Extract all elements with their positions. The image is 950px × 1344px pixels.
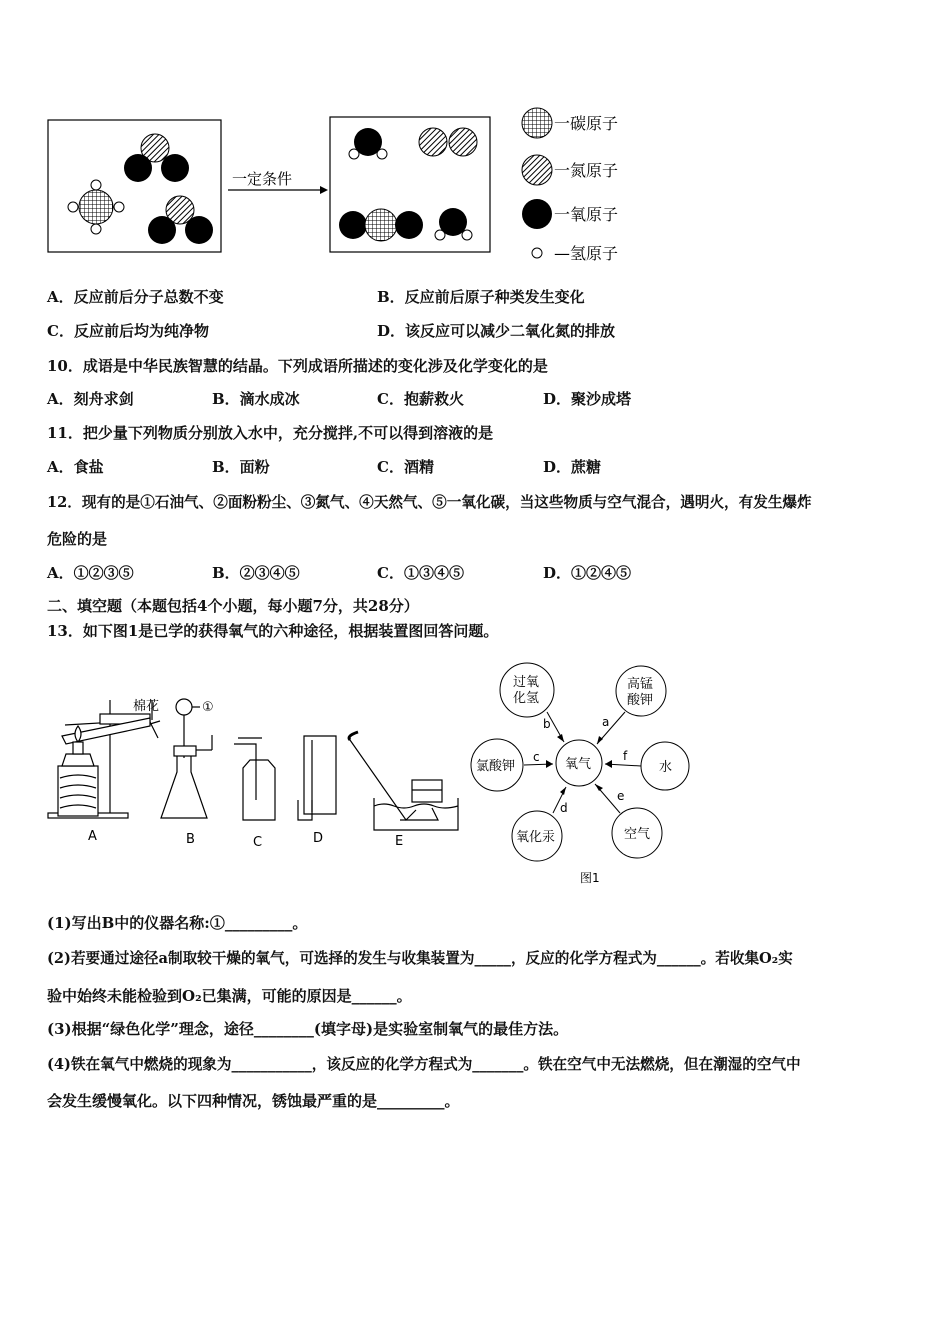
apparatus-letter-d: D [313, 831, 324, 846]
q9-option-d: D．该反应可以减少二氧化氮的排放 [377, 322, 616, 340]
cotton-label: 棉花 [133, 699, 160, 714]
no2-molecule [124, 134, 189, 182]
apparatus-d [298, 736, 336, 820]
q10-stem: 10．成语是中华民族智慧的结晶。下列成语所描述的变化涉及化学变化的是 [47, 357, 548, 375]
nitrogen-molecule [419, 128, 477, 156]
water-label: 水 [659, 760, 673, 775]
q10-option-c: C．抱薪救火 [377, 390, 464, 408]
water-molecule [435, 208, 472, 240]
edge-f: f [623, 749, 628, 763]
co2-molecule [339, 209, 423, 241]
legend-carbon [522, 108, 618, 138]
figure-caption: 图1 [580, 871, 600, 885]
legend-carbon-label: 一碳原子 [554, 114, 619, 133]
q12-option-d: D．①②④⑤ [543, 564, 632, 582]
oxygen-label: 氧气 [565, 757, 592, 772]
q10-option-b: B．滴水成冰 [212, 390, 300, 408]
legend-nitrogen-label: 一氮原子 [554, 161, 619, 180]
hgo-label: 氧化汞 [516, 830, 556, 845]
q9-option-a: A．反应前后分子总数不变 [47, 288, 224, 306]
legend-nitrogen [522, 155, 618, 185]
apparatus-e [349, 732, 458, 830]
edge-e: e [617, 789, 625, 803]
kmno4-label-1: 高锰 [627, 677, 654, 692]
q11-option-a: A．食盐 [47, 458, 104, 476]
q11-option-b: B．面粉 [212, 458, 270, 476]
apparatus-letter-b: B [186, 832, 195, 847]
q13-part2-line1: (2)若要通过途径a制取较干燥的氧气，可选择的发生与收集装置为_____，反应的化学方程式为______。若收集O₂实 [47, 950, 793, 967]
q13-part3: (3)根据“绿色化学”理念，途径________(填字母)是实验室制氧气的最佳方法。 [47, 1020, 569, 1038]
edge-d: d [560, 801, 568, 815]
q13-stem: 13．如下图1是已学的获得氧气的六种途径，根据装置图回答问题。 [47, 622, 499, 640]
legend-hydrogen-label: —氢原子 [554, 244, 619, 263]
q12-option-a: A．①②③⑤ [47, 564, 134, 582]
q11-option-c: C．酒精 [377, 458, 434, 476]
h2o2-label-2: 化氢 [513, 691, 540, 706]
h2o2-node [500, 663, 554, 717]
apparatus-letter-c: C [253, 835, 263, 850]
q13-part2-line2: 验中始终未能检验到O₂已集满，可能的原因是______。 [47, 987, 412, 1005]
no2-molecule [148, 196, 213, 244]
kmno4-label-2: 酸钾 [627, 693, 654, 708]
apparatus-letter-a: A [88, 829, 97, 844]
apparatus-letter-e: E [395, 834, 404, 849]
q12-option-b: B．②③④⑤ [212, 564, 300, 582]
q9-option-c: C．反应前后均为纯净物 [47, 322, 209, 340]
q12-stem-line2: 危险的是 [47, 530, 108, 548]
apparatus-c [234, 738, 275, 820]
arrow-label: 一定条件 [232, 170, 293, 188]
q11-option-d: D．蔗糖 [543, 458, 602, 476]
q12-stem-line1: 12．现有的是①石油气、②面粉粉尘、③氮气、④天然气、⑤一氧化碳，当这些物质与空气混合，遇明火，有发生爆炸 [47, 494, 812, 511]
q13-part4-line2: 会发生缓慢氧化。以下四种情况，锈蚀最严重的是_________。 [47, 1092, 460, 1110]
edge-a: a [602, 715, 610, 729]
q9-option-b: B．反应前后原子种类发生变化 [377, 288, 585, 306]
methane-molecule [68, 180, 124, 234]
edge-c: c [533, 750, 540, 764]
apparatus-a [48, 700, 160, 818]
kclo3-label: 氯酸钾 [476, 759, 516, 774]
apparatus-b [161, 699, 212, 818]
legend-oxygen [522, 199, 618, 229]
reaction-diagram [40, 100, 660, 275]
legend-oxygen-label: 一氧原子 [554, 205, 619, 224]
q12-option-c: C．①③④⑤ [377, 564, 464, 582]
q13-part1: (1)写出B中的仪器名称:①_________。 [47, 914, 308, 932]
h2o2-label-1: 过氧 [513, 675, 540, 690]
oxygen-pathways-figure [465, 660, 725, 890]
edge-b: b [543, 717, 551, 731]
q13-part4-line1: (4)铁在氧气中燃烧的现象为___________，该反应的化学方程式为_______。铁在空气中无法燃烧，但在潮湿的空气中 [47, 1056, 801, 1073]
q11-stem: 11．把少量下列物质分别放入水中，充分搅拌,不可以得到溶液的是 [47, 424, 494, 442]
section-heading: 二、填空题（本题包括4个小题，每小题7分，共28分） [47, 597, 419, 615]
air-label: 空气 [624, 827, 651, 842]
legend-hydrogen [532, 244, 618, 263]
circle-mark: ① [202, 700, 214, 715]
q10-option-a: A．刻舟求剑 [47, 390, 134, 408]
water-molecule [349, 128, 387, 159]
q10-option-d: D．聚沙成塔 [543, 390, 632, 408]
apparatus-figure [40, 680, 470, 855]
